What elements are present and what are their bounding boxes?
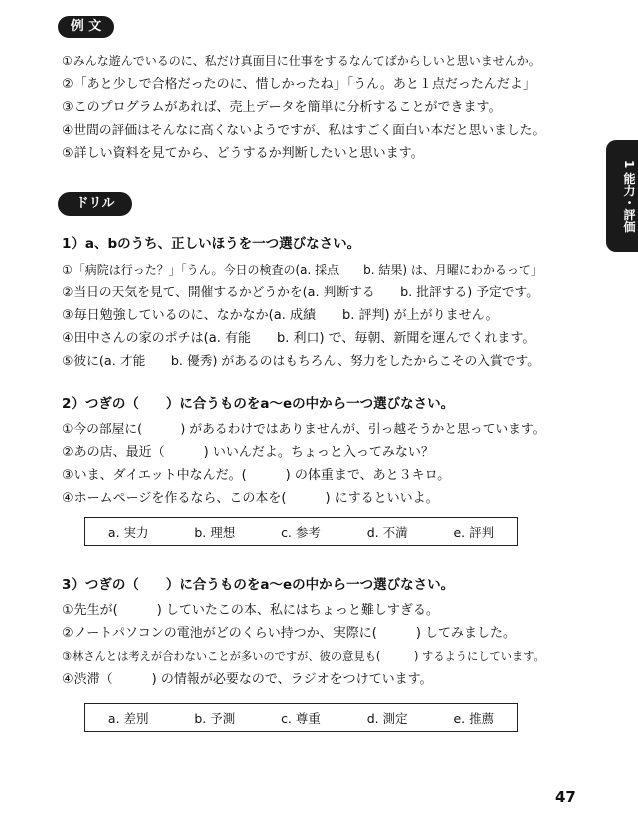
q1-item-2: ②当日の天気を見て、開催するかどうかを(a. 判断する b. 批評する) 予定です。 [62,285,540,300]
q3-choice-c: c. 尊重 [281,710,321,726]
q2-item-1: ①今の部屋に( ) があるわけではありませんが、引っ越そうかと思っています。 [62,422,546,437]
q3-item-1: ①先生が( ) していたこの本、私にはちょっと難しすぎる。 [62,603,439,618]
q2-item-2: ②あの店、最近（ ) いいんだよ。ちょっと入ってみない？ [62,445,434,460]
q3-item-4: ④渋滞（ ) の情報が必要なので、ラジオをつけています。 [62,672,433,687]
q2-heading: 2）つぎの（ ）に合うものをa～eの中から一つ選びなさい。 [62,396,455,412]
q2-choice-b: b. 理想 [194,524,236,540]
q3-choice-e: e. 推薦 [453,710,495,726]
q3-choice-b: b. 予測 [194,710,236,726]
q3-choice-box [84,703,518,732]
page-number: 47 [555,788,576,806]
example-label: 例 文 [58,16,114,38]
q1-item-4: ④田中さんの家のポチは(a. 有能 b. 利口) で、毎朝、新聞を運んでくれます。 [62,331,536,346]
q2-choice-c: c. 参考 [281,524,321,540]
q2-item-4: ④ホームページを作るなら、この本を( ) にするといいよ。 [62,491,439,506]
q1-item-5: ⑤彼に(a. 才能 b. 優秀) があるのはもちろん、努力をしたからこその入賞です。 [62,354,541,369]
q2-choice-box [84,517,518,546]
q3-item-2: ②ノートパソコンの電池がどのくらい持つか、実際に( ) してみました。 [62,626,517,641]
q2-choice-a: a. 実力 [107,524,149,540]
example-sentence-4: ④世間の評価はそんなに高くないようですが、私はすごく面白い本だと思いました。 [62,123,546,138]
q3-choice-d: d. 測定 [366,710,408,726]
example-sentence-2: ②「あと少しで合格だったのに、惜しかったね」「うん。あと１点だったんだよ」 [62,77,536,92]
q1-item-3: ③毎日勉強しているのに、なかなか(a. 成績 b. 評判) が上がりません。 [62,308,499,323]
q2-item-3: ③いま、ダイエット中なんだ。( ) の体重まで、あと３キロ。 [62,468,451,483]
chapter-side-tab: 1 能力・評価 [606,140,638,252]
example-sentence-1: ①みんな遊んでいるのに、私だけ真面目に仕事をするなんてばからしいと思いませんか。 [62,54,541,68]
q2-choice-e: e. 評判 [453,524,495,540]
q1-heading: 1）a、bのうち、正しいほうを一つ選びなさい。 [62,236,361,252]
drill-label: ドリル [58,192,132,216]
q3-heading: 3）つぎの（ ）に合うものをa～eの中から一つ選びなさい。 [62,577,455,593]
example-sentence-3: ③このプログラムがあれば、売上データを簡単に分析することができます。 [62,100,502,115]
q1-item-1: ①「病院は行った？」「うん。今日の検査の(a. 採点 b. 結果) は、月曜にわかるって」 [62,263,543,277]
q3-choice-a: a. 差別 [107,710,149,726]
example-sentence-5: ⑤詳しい資料を見てから、どうするか判断したいと思います。 [62,146,424,161]
q2-choice-d: d. 不満 [366,524,408,540]
q3-item-3: ③林さんとは考えが合わないことが多いのですが、彼の意見も( ) するようにしています。 [62,650,545,663]
